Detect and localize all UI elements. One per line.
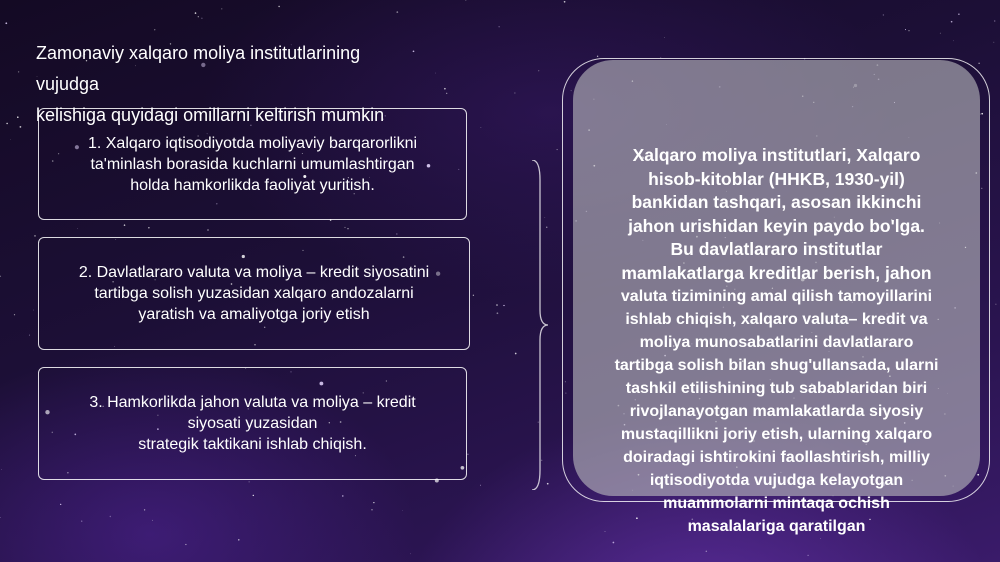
summary-line: hisob-kitoblar (HHKB, 1930-yil) [648,168,905,189]
summary-line: moliya munosabatlarini davlatlararo [639,334,914,351]
slide-title-line: vujudga [36,74,100,94]
summary-line: Xalqaro moliya institutlari, Xalqaro [632,145,921,165]
summary-line: bankidan tashqari, asosan ikkinchi [631,192,922,212]
summary-line: mamlakatlarga kreditlar berish, jahon [621,262,932,283]
summary-line: valuta tizimining amal qilish tamoyillarini [620,288,933,305]
factor-2-line: tartibga solish yuzasidan xalqaro andozalarni [94,285,414,302]
summary-line: rivojlanayotgan mamlakatlarda siyosiy [629,403,924,420]
factor-3-line: strategik taktikani ishlab chiqish. [138,436,367,453]
factor-2-line: yaratish va amaliyotga joriy etish [138,306,370,323]
summary-text [573,144,980,538]
summary-line: muammolarni mintaqa ochish [663,495,890,512]
summary-line: ishlab chiqish, xalqaro valuta– kredit va [625,311,928,328]
summary-line: jahon urishidan keyin paydo bo'lga. [628,215,925,236]
factor-1-line: 1. Xalqaro iqtisodiyotda moliyaviy barqarorlikni [87,135,418,152]
slide-title-line: Zamonaviy xalqaro moliya institutlarining [36,43,361,63]
summary-line: masalalariga qaratilgan [687,518,866,535]
factor-3-line: 3. Hamkorlikda jahon valuta va moliya – kredit [89,394,416,411]
curly-brace-connector [530,160,550,490]
factor-1-line: holda hamkorlikda faoliyat yuritish. [130,177,375,194]
summary-line: tartibga solish bilan shug'ullansada, ularni [614,357,939,374]
factor-3-line: siyosati yuzasidan [187,415,318,432]
factor-2-line: 2. Davlatlararo valuta va moliya – kredit siyosatini [78,264,430,281]
factor-1-line: ta'minlash borasida kuchlarni umumlashtirgan [90,156,415,173]
slide-title-line: kelishiga quyidagi omillarni keltirish mumkin [36,105,385,125]
factor-box-1 [38,108,467,220]
summary-line: mustaqillikni joriy etish, ularning xalqaro [620,426,933,443]
summary-line: Bu davlatlararo institutlar [670,239,883,259]
factor-box-3 [38,367,467,480]
summary-line: iqtisodiyotda vujudga kelayotgan [649,472,904,489]
summary-line: doiradagi ishtirokini faollashtirish, milliy [623,449,930,466]
factor-box-2 [38,237,470,350]
summary-line: tashkil etilishining tub sabablaridan biri [625,380,928,397]
